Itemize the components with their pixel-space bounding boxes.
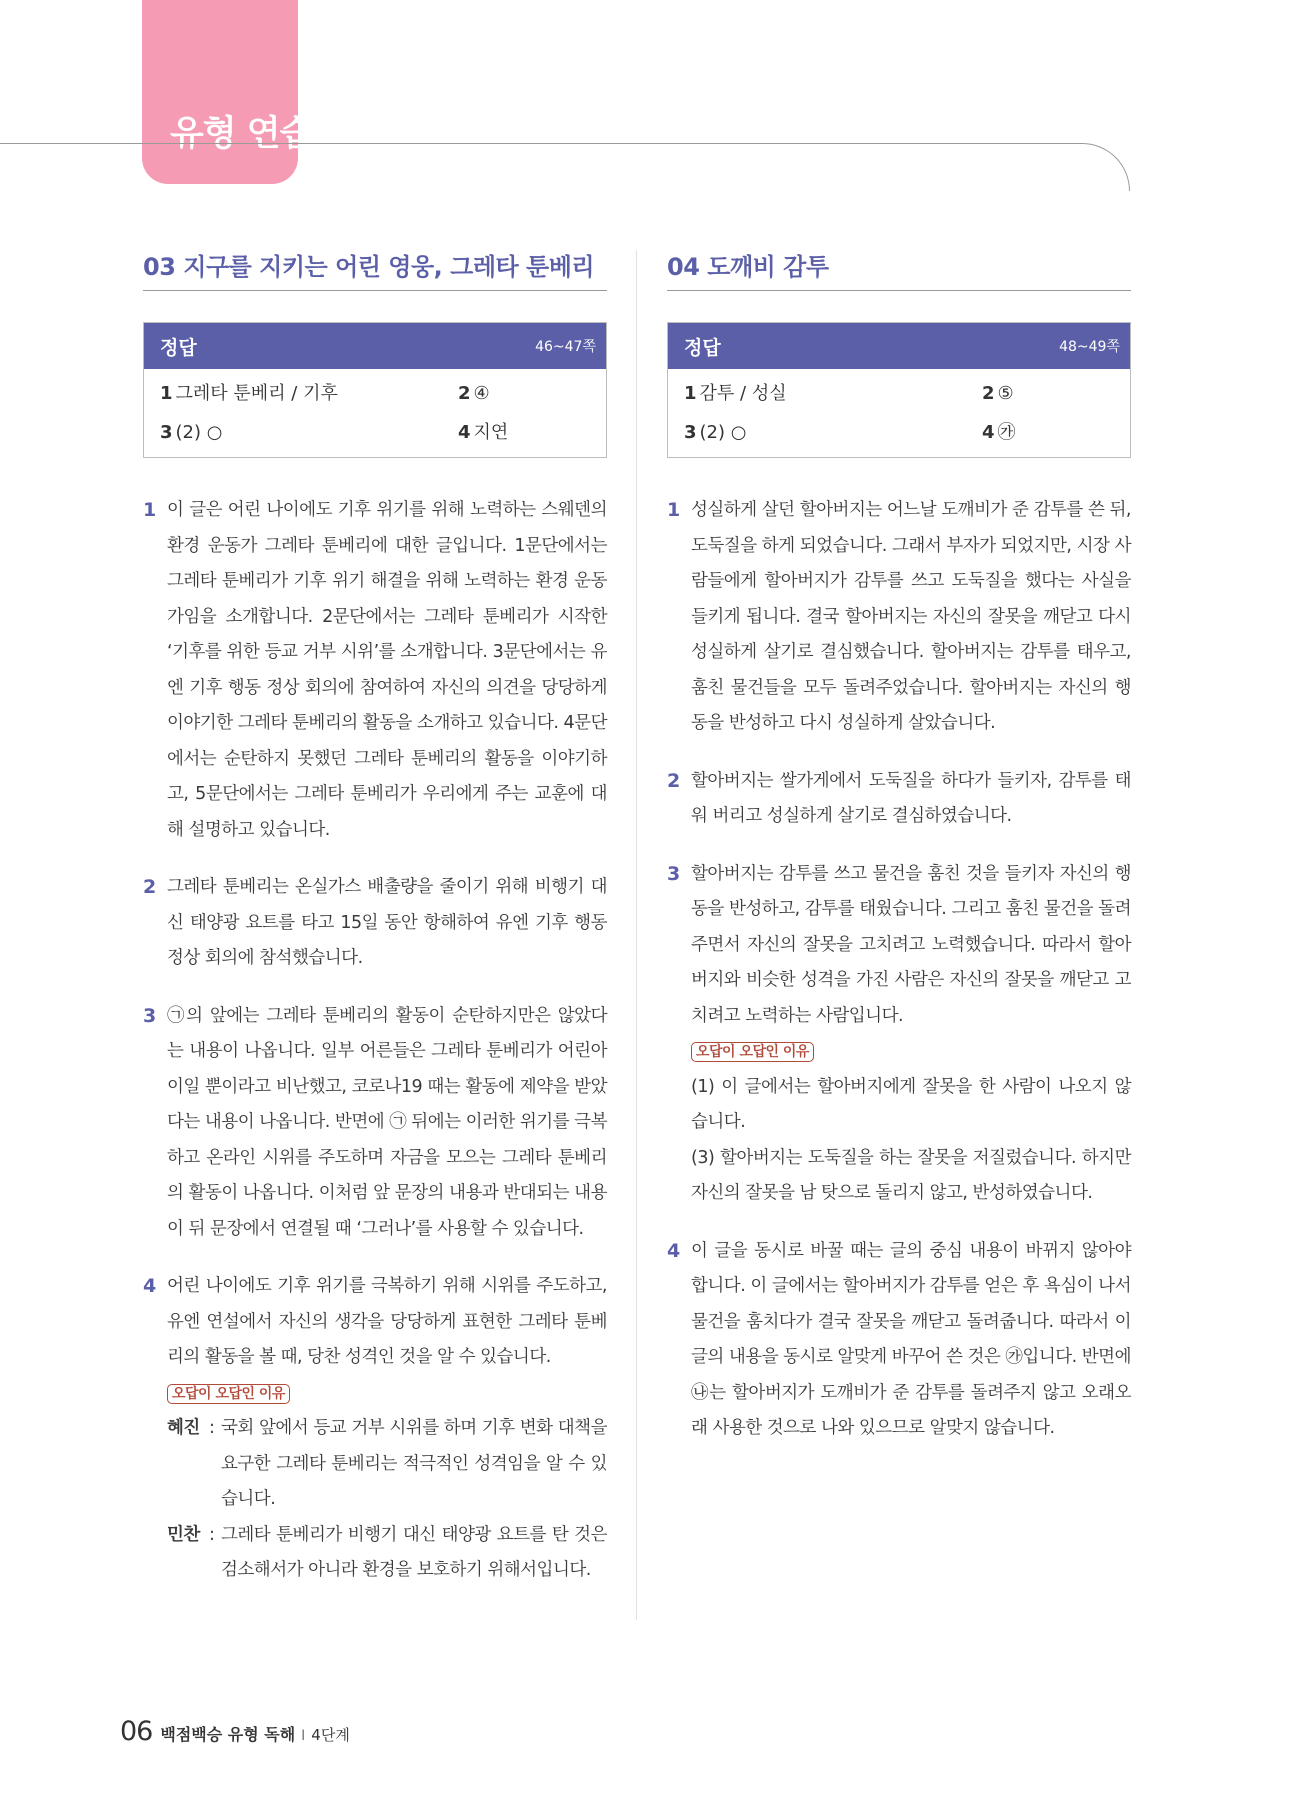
answer-item <box>458 379 592 408</box>
explanation-number: 3 <box>667 862 680 885</box>
answer-text: ④ <box>473 383 490 404</box>
section-title: 03 지구를 지키는 어린 영웅, 그레타 툰베리 <box>143 247 607 291</box>
answer-num: 2 <box>982 383 995 404</box>
explanation-text: 할아버지는 쌀가게에서 도둑질을 하다가 들키자, 감투를 태워 버리고 성실하게 살기로 결심하였습니다. <box>691 770 1131 826</box>
answer-box-pages: 48~49쪽 <box>1059 339 1120 355</box>
explanation-text: 할아버지는 감투를 쓰고 물건을 훔친 것을 들키자 자신의 행동을 반성하고, 감투를 태웠습니다. 그리고 훔친 물건을 돌려주면서 자신의 잘못을 고치려고 노력했습니다. 따라서 할아버지와 비슷한 성격을 가진 사람은 자신의 잘못을 깨닫고 고치려고 노력하는 사람입니다. <box>691 863 1131 1026</box>
wrong-reason-badge: 오답이 오답인 이유 <box>691 1042 814 1062</box>
wrong-reason-badge: 오답이 오답인 이유 <box>167 1384 290 1404</box>
explanation-text: 성실하게 살던 할아버지는 어느날 도깨비가 준 감투를 쓴 뒤, 도둑질을 하게 되었습니다. 그래서 부자가 되었지만, 시장 사람들에게 할아버지가 감투를 쓰고 도둑질을 했다는 사실을 들키게 됩니다. 결국 할아버지는 자신의 잘못을 깨닫고 다시 성실하게 살기로 결심했습니다. 할아버지는 감투를 태우고, 훔친 물건들을 모두 돌려주었습니다. 할아버지는 자신의 행동을 반성하고 다시 성실하게 살았습니다. <box>691 500 1131 733</box>
answer-text: 지연 <box>473 422 509 443</box>
answer-text: (2) ○ <box>175 422 223 443</box>
explanation-number: 1 <box>667 499 680 521</box>
wrong-reason-line: (3) 할아버지는 도둑질을 하는 잘못을 저질렀습니다. 하지만 자신의 잘못을 남 탓으로 돌리지 않고, 반성하였습니다. <box>691 1147 1131 1203</box>
speaker-colon: : <box>209 1524 215 1545</box>
answer-item <box>684 379 982 408</box>
answer-item <box>160 379 458 408</box>
explanation-item <box>143 870 607 977</box>
speaker-colon: : <box>209 1418 215 1438</box>
section-tab <box>142 0 298 184</box>
section-title: 04 도깨비 감투 <box>667 247 1131 291</box>
answer-box-title: 정답 <box>684 336 721 359</box>
speaker-text: 그레타 툰베리가 비행기 대신 태양광 요트를 탄 것은 검소해서가 아니라 환경을 보호하기 위해서입니다. <box>221 1524 607 1580</box>
page-number: 06 <box>120 1716 153 1747</box>
answer-grid <box>668 369 1130 457</box>
explanation-number: 1 <box>143 499 156 521</box>
answer-num: 3 <box>684 422 697 443</box>
explanation-item <box>667 857 1131 1212</box>
section-04 <box>667 247 1131 1447</box>
explanation-item <box>143 999 607 1248</box>
answer-text: 감투 / 성실 <box>699 383 787 404</box>
answer-item <box>160 418 458 447</box>
header-rule-curve <box>1040 143 1130 191</box>
section-03 <box>143 247 607 1589</box>
header-rule <box>0 143 1060 144</box>
answer-box-header <box>668 323 1130 369</box>
explanation-body <box>167 1269 607 1589</box>
answer-item <box>458 418 592 447</box>
explanation-text: 이 글을 동시로 바꿀 때는 글의 중심 내용이 바뀌지 않아야 합니다. 이 글에서는 할아버지가 감투를 얻은 후 욕심이 나서 물건을 훔치다가 결국 잘못을 깨닫고 돌려줍니다. 따라서 이 글의 내용을 동시로 알맞게 바꾸어 쓴 것은 ㉮입니다. 반면에 ㉯는 할아버지가 도깨비가 준 감투를 돌려주지 않고 오래오래 사용한 것으로 나와 있으므로 알맞지 않습니다. <box>691 1240 1131 1438</box>
answer-num: 1 <box>160 383 173 404</box>
book-title: 백점백승 유형 독해 <box>160 1725 296 1744</box>
answer-item <box>982 418 1116 447</box>
explanation-item <box>667 1234 1131 1447</box>
explanation-text: 어린 나이에도 기후 위기를 극복하기 위해 시위를 주도하고, 유엔 연설에서 자신의 생각을 당당하게 표현한 그레타 툰베리의 활동을 볼 때, 당찬 성격인 것을 알 수 있습니다. <box>167 1276 607 1367</box>
answer-box-header <box>144 323 606 369</box>
book-level: 4단계 <box>311 1726 350 1744</box>
footer-separator: I <box>301 1728 306 1744</box>
explanation-item <box>143 493 607 848</box>
speaker-text: 국회 앞에서 등교 거부 시위를 하며 기후 변화 대책을 요구한 그레타 툰베리는 적극적인 성격임을 알 수 있습니다. <box>221 1418 607 1509</box>
answer-num: 2 <box>458 383 471 404</box>
answer-box-title: 정답 <box>160 336 197 359</box>
explanation-number: 4 <box>143 1275 156 1297</box>
speaker-line <box>167 1518 607 1589</box>
answer-item <box>982 379 1116 408</box>
answer-text: ㉮ <box>997 422 1016 443</box>
answer-num: 4 <box>982 422 995 443</box>
answer-item <box>684 418 982 447</box>
answer-box-pages: 46~47쪽 <box>535 339 596 355</box>
answer-grid <box>144 369 606 457</box>
explanation-text: 그레타 툰베리는 온실가스 배출량을 줄이기 위해 비행기 대신 태양광 요트를 타고 15일 동안 항해하여 유엔 기후 행동 정상 회의에 참석했습니다. <box>167 877 607 968</box>
explanation-text: 이 글은 어린 나이에도 기후 위기를 위해 노력하는 스웨덴의 환경 운동가 그레타 툰베리에 대한 글입니다. 1문단에서는 그레타 툰베리가 기후 위기 해결을 위해 노력하는 환경 운동가임을 소개합니다. 2문단에서는 그레타 툰베리가 시작한 ‘기후를 위한 등교 거부 시위’를 소개합니다. 3문단에서는 유엔 기후 행동 정상 회의에 참여하여 자신의 의견을 당당하게 이야기한 그레타 툰베리의 활동을 소개하고 있습니다. 4문단에서는 순탄하지 못했던 그레타 툰베리의 활동을 이야기하고, 5문단에서는 그레타 툰베리가 우리에게 주는 교훈에 대해 설명하고 있습니다. <box>167 500 607 840</box>
answer-text: (2) ○ <box>699 422 747 443</box>
answer-num: 3 <box>160 422 173 443</box>
explanation-text: ㉠의 앞에는 그레타 툰베리의 활동이 순탄하지만은 않았다는 내용이 나옵니다. 일부 어른들은 그레타 툰베리가 어린아이일 뿐이라고 비난했고, 코로나19 때는 활동에 제약을 받았다는 내용이 나옵니다. 반면에 ㉠ 뒤에는 이러한 위기를 극복하고 온라인 시위를 주도하며 자금을 모으는 그레타 툰베리의 활동이 나옵니다. 이처럼 앞 문장의 내용과 반대되는 내용이 뒤 문장에서 연결될 때 ‘그러나’를 사용할 수 있습니다. <box>167 1005 607 1239</box>
explanation-item <box>667 764 1131 835</box>
explanation-body <box>691 857 1131 1212</box>
answer-text: 그레타 툰베리 / 기후 <box>175 383 338 404</box>
answer-text: ⑤ <box>997 383 1014 404</box>
explanation-number: 2 <box>143 876 156 898</box>
speaker-name: 혜진 <box>167 1418 200 1438</box>
answer-num: 4 <box>458 422 471 443</box>
section-tab-label: 유형 연습 <box>170 114 313 154</box>
answer-box <box>667 322 1131 458</box>
answer-box <box>143 322 607 458</box>
explanation-number: 4 <box>667 1239 680 1262</box>
answer-num: 1 <box>684 383 697 404</box>
explanation-item <box>143 1269 607 1589</box>
speaker-line <box>167 1411 607 1518</box>
page-footer <box>120 1716 350 1747</box>
explanation-number: 3 <box>143 1004 156 1027</box>
explanation-number: 2 <box>667 769 680 792</box>
column-divider <box>636 250 637 1620</box>
speaker-name: 민찬 <box>167 1524 200 1545</box>
wrong-reason-line: (1) 이 글에서는 할아버지에게 잘못을 한 사람이 나오지 않습니다. <box>691 1076 1131 1132</box>
explanation-item <box>667 493 1131 742</box>
